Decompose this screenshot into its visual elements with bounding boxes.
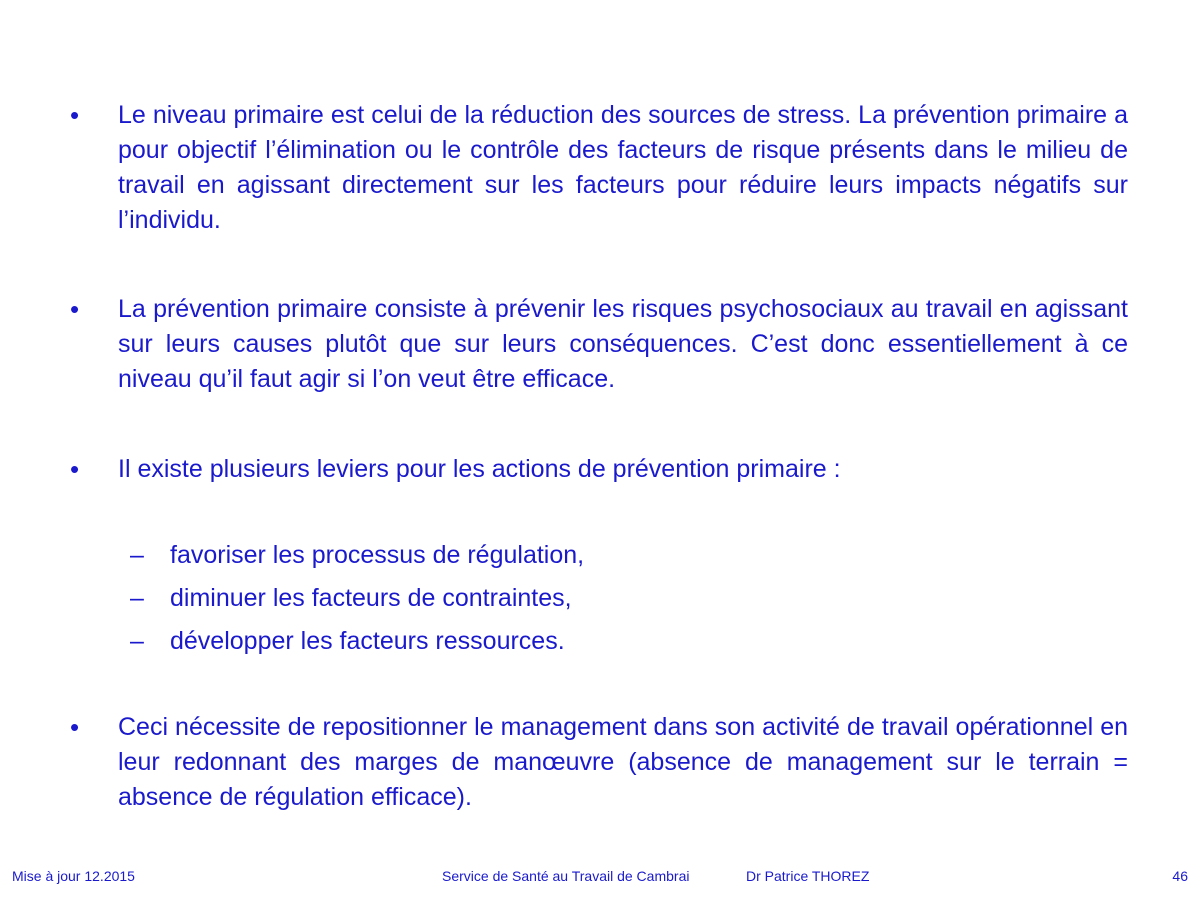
sub-marker: – <box>130 584 144 612</box>
bullet-marker: • <box>70 294 80 324</box>
sub-item-3 <box>130 620 1030 663</box>
sub-item-text: favoriser les processus de régulation, <box>170 541 585 569</box>
sub-item-text: diminuer les facteurs de contraintes, <box>170 584 572 612</box>
sub-marker: – <box>130 627 144 655</box>
bullet-marker: • <box>70 712 80 742</box>
sub-list <box>130 534 1030 663</box>
sub-item-1 <box>130 534 1030 577</box>
bullet-item-4 <box>60 710 1128 815</box>
bullet-item-2 <box>60 292 1128 397</box>
page-number: 46 <box>1172 868 1188 884</box>
sub-item-2 <box>130 577 1030 620</box>
sub-marker: – <box>130 541 144 569</box>
bullet-marker: • <box>70 100 80 130</box>
sub-item-text: développer les facteurs ressources. <box>170 627 565 655</box>
footer-author: Dr Patrice THOREZ <box>746 868 870 884</box>
bullet-text: Ceci nécessite de repositionner le management dans son activité de travail opérationnel en leur redonnant des marges de manœuvre (absence de management sur le terrain = absence de régulation efficace). <box>118 713 1128 811</box>
bullet-item-3 <box>60 452 1128 487</box>
bullet-text: Il existe plusieurs leviers pour les actions de prévention primaire : <box>118 455 841 483</box>
bullet-item-1 <box>60 98 1128 238</box>
bullet-marker: • <box>70 454 80 484</box>
bullet-text: Le niveau primaire est celui de la réduction des sources de stress. La prévention primaire a pour objectif l’élimination ou le contrôle des facteurs de risque présents dans le milieu de travail en agissant directement sur les facteurs pour réduire leurs impacts négatifs sur l’individu. <box>118 101 1128 234</box>
footer-service: Service de Santé au Travail de Cambrai <box>442 868 690 884</box>
bullet-text: La prévention primaire consiste à prévenir les risques psychosociaux au travail en agissant sur leurs causes plutôt que sur leurs conséquences. C’est donc essentiellement à ce niveau qu’il faut agir si l’on veut être efficace. <box>118 295 1128 393</box>
footer-update-date: Mise à jour 12.2015 <box>12 868 135 884</box>
